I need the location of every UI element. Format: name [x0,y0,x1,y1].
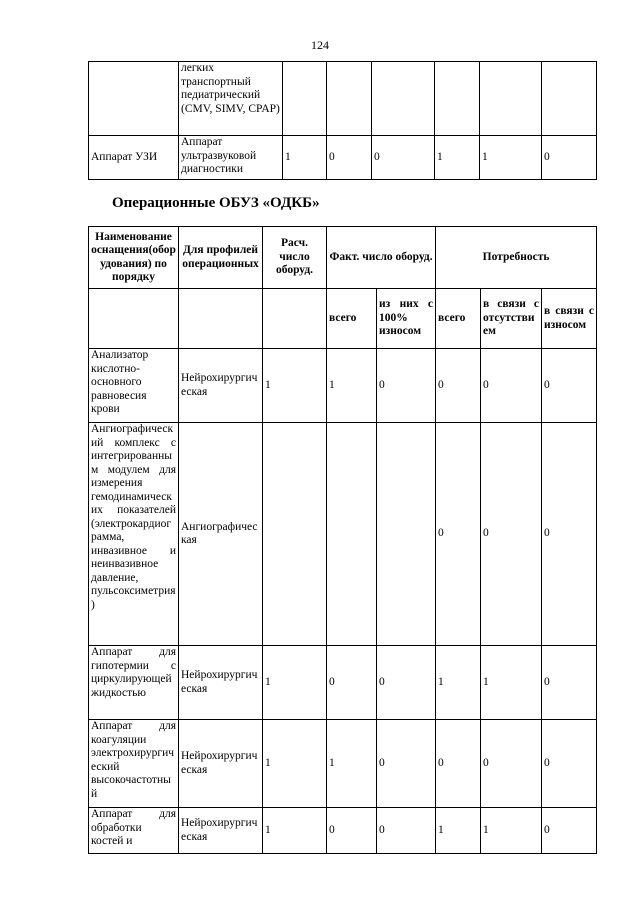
table-row [89,646,597,720]
cell-calc: 1 [283,136,327,180]
cell-need-absence: 0 [481,720,542,808]
cell-profile: легких транспортный педиатрический (CMV, SIMV, CPAP) [179,62,283,136]
cell-profile: Аппарат ультразвуковой диагностики [179,136,283,180]
header-need-total: всего [436,289,481,349]
cell-need-wear: 0 [542,808,597,854]
cell-name: Аппарат для гипотермии с циркулирующей жидкостью [89,646,179,720]
cell-total [327,423,377,646]
cell-empty [263,289,327,349]
cell-calc: 1 [263,808,327,854]
cell-worn [372,62,435,136]
header-calc: Расч. число оборуд. [263,227,327,289]
cell-profile: Нейрохирургическая [179,720,263,808]
cell-worn: 0 [377,720,436,808]
cell-name: Ангиографический комплекс с интегрированным модулем для измерения гемодинамических показателей (электрокардиограмма, инвазивное и неинвазивное давление, пульсоксиметрия) [89,423,179,646]
cell-need-total: 1 [436,646,481,720]
cell-need-absence: 0 [481,423,542,646]
header-need-absence: в связи с отсутствием [481,289,542,349]
header-name: Наименование оснащения(оборудования) по порядку [89,227,179,289]
equipment-table [88,226,597,854]
cell-empty [89,289,179,349]
cell-calc: 1 [263,720,327,808]
header-fact-worn: из них с 100% износом [377,289,436,349]
cell-name: Аппарат для коагуляции электрохирургический высокочастотный [89,720,179,808]
cell-need-wear: 0 [542,720,597,808]
cell-need-wear: 0 [542,646,597,720]
cell-need-absence: 1 [481,808,542,854]
cell-worn: 0 [377,646,436,720]
table-row [89,808,597,854]
cell-worn: 0 [372,136,435,180]
header-need: Потребность [436,227,597,289]
cell-need-absence: 1 [481,646,542,720]
cell-total: 1 [327,349,377,423]
header-need-wear: в связи с износом [542,289,597,349]
table-row [89,423,597,646]
header-fact-total: всего [327,289,377,349]
cell-calc: 1 [263,349,327,423]
cell-total: 0 [327,136,372,180]
cell-calc [283,62,327,136]
section-heading: Операционные ОБУЗ «ОДКБ» [112,195,320,211]
cell-worn: 0 [377,808,436,854]
cell-name [89,62,179,136]
cell-need-absence: 0 [481,349,542,423]
cell-need-total: 0 [436,349,481,423]
cell-need-total: 1 [435,136,480,180]
table-row [89,349,597,423]
header-profile: Для профилей операционных [179,227,263,289]
page-number: 124 [311,38,329,52]
cell-need-wear: 0 [542,423,597,646]
subheader-row [89,289,597,349]
cell-need-wear: 0 [542,349,597,423]
cell-profile: Нейрохирургическая [179,808,263,854]
cell-total: 1 [327,720,377,808]
equipment-table-continued [88,61,597,180]
cell-profile: Нейрохирургическая [179,349,263,423]
cell-worn: 0 [377,349,436,423]
header-row [89,227,597,289]
cell-worn [377,423,436,646]
cell-need-wear: 0 [542,136,597,180]
cell-name: Анализатор кислотно-основного равновесия крови [89,349,179,423]
cell-need-total: 0 [436,720,481,808]
cell-need-absence [480,62,542,136]
cell-calc: 1 [263,646,327,720]
cell-need-wear [542,62,597,136]
cell-name: Аппарат для обработки костей и [89,808,179,854]
cell-need-total: 1 [436,808,481,854]
cell-total [327,62,372,136]
cell-profile: Нейрохирургическая [179,646,263,720]
cell-profile: Ангиографическая [179,423,263,646]
cell-need-total [435,62,480,136]
cell-total: 0 [327,646,377,720]
cell-total: 0 [327,808,377,854]
table-row [89,136,597,180]
cell-empty [179,289,263,349]
cell-calc [263,423,327,646]
table-row [89,62,597,136]
cell-name: Аппарат УЗИ [89,136,179,180]
table-row [89,720,597,808]
cell-need-total: 0 [436,423,481,646]
header-fact: Факт. число оборуд. [327,227,436,289]
cell-need-absence: 1 [480,136,542,180]
